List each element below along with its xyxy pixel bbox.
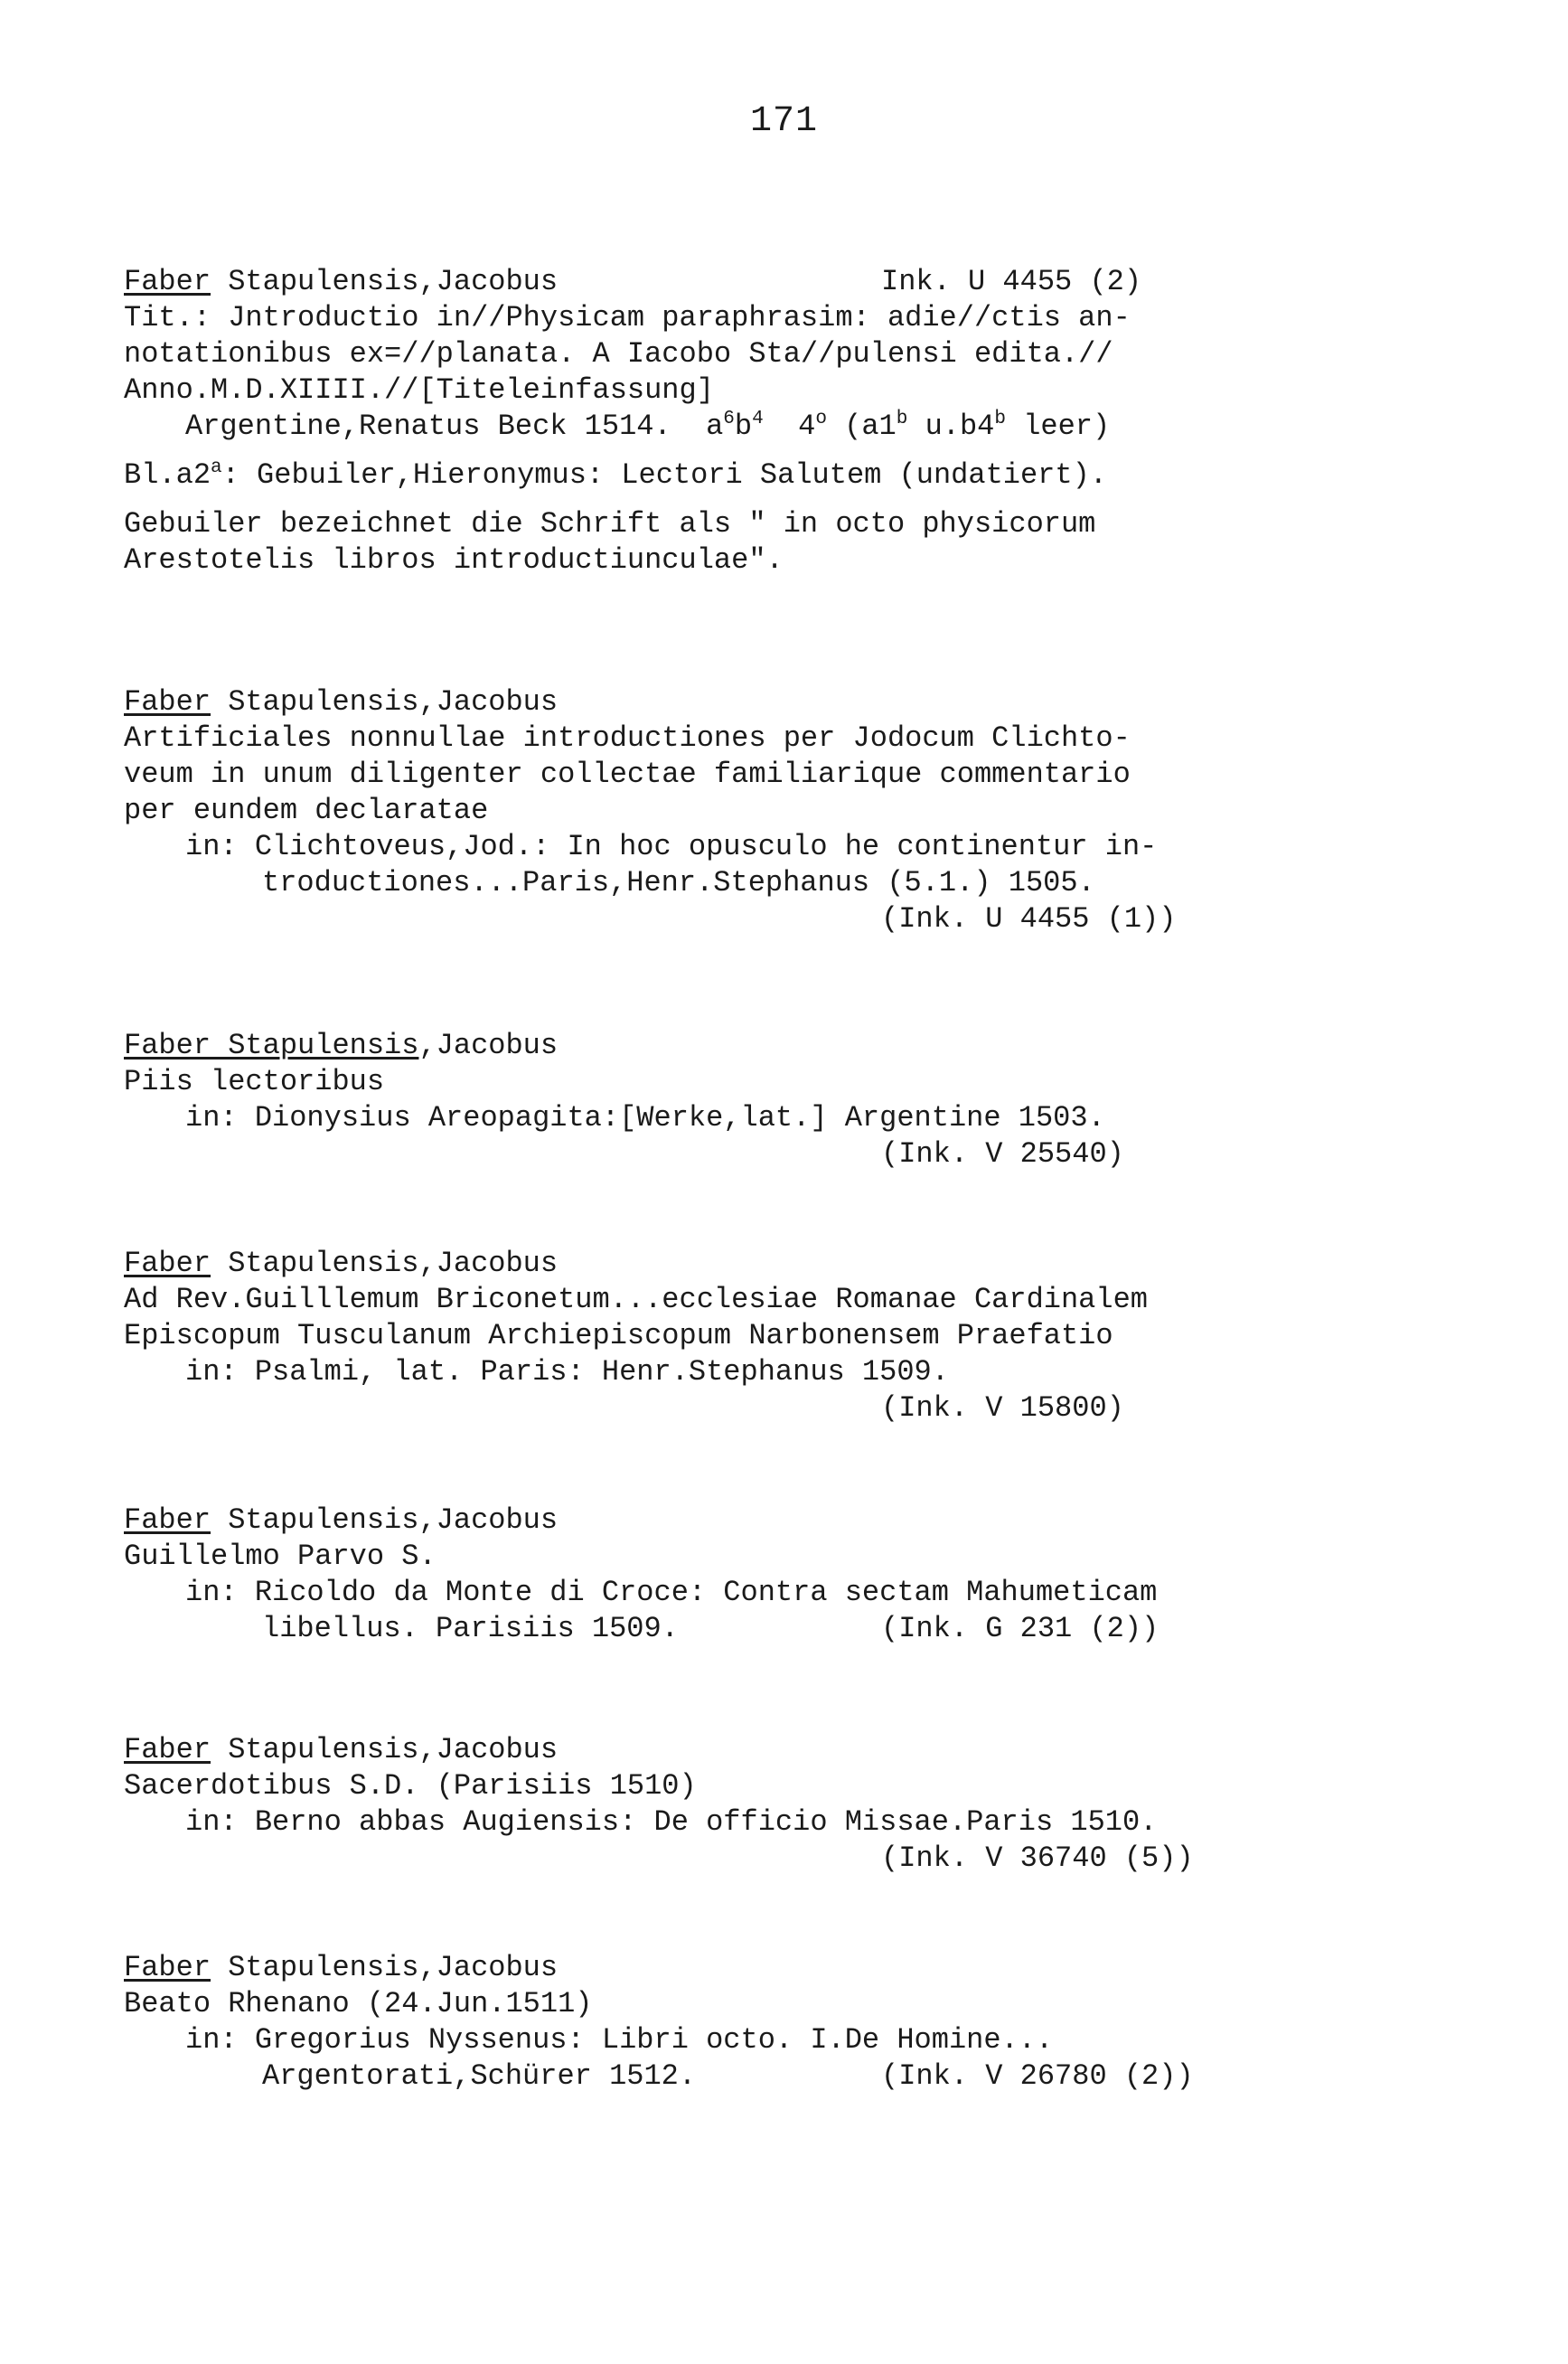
in-line: in: Dionysius Areopagita:[Werke,lat.] Argentine 1503.: [185, 1101, 1105, 1135]
leaf-note: Bl.a2$^a$: Gebuiler,Hieronymus: Lectori Salutem (undatiert).: [124, 457, 1107, 492]
title-line: Ad Rev.Guilllemum Briconetum...ecclesiae Romanae Cardinalem: [124, 1283, 1148, 1316]
in-line: in: Ricoldo da Monte di Croce: Contra sectam Mahumeticam: [185, 1576, 1158, 1609]
shelfmark-ref: (Ink. U 4455 (1)): [881, 902, 1177, 936]
catalog-entry: [124, 264, 1290, 579]
catalog-entry: [124, 684, 1290, 937]
catalog-entry: [124, 1950, 1290, 2095]
note-line: Arestotelis libros introductiunculae".: [124, 543, 784, 577]
in-continuation: libellus. Parisiis 1509. (Ink. G 231 (2)): [262, 1612, 1160, 1645]
author-surname: Faber: [124, 1951, 211, 1984]
title-line: Anno.M.D.XIIII.//[Titeleinfassung]: [124, 373, 714, 407]
title-line: veum in unum diligenter collectae familiarique commentario: [124, 758, 1131, 791]
entry-heading: [124, 1502, 1290, 1539]
author-rest: ,Jacobus: [418, 1029, 559, 1062]
in-line: in: Psalmi, lat. Paris: Henr.Stephanus 1509.: [185, 1355, 949, 1389]
shelfmark-ref: (Ink. V 25540): [881, 1137, 1124, 1171]
catalog-entry: [124, 1246, 1290, 1427]
author-surname: Faber Stapulensis: [124, 1029, 419, 1062]
author-rest: Stapulensis,Jacobus: [211, 265, 559, 298]
title-line: Sacerdotibus S.D. (Parisiis 1510): [124, 1769, 697, 1803]
in-continuation: troductiones...Paris,Henr.Stephanus (5.1.) 1505.: [262, 866, 1095, 899]
title-line: Artificiales nonnullae introductiones per Jodocum Clichto-: [124, 721, 1131, 755]
title-line: Beato Rhenano (24.Jun.1511): [124, 1987, 593, 2020]
author-surname: Faber: [124, 685, 211, 719]
imprint-line: Argentine,Renatus Beck 1514. $a^6b^4$ 4$^o$ (a1$^b$ u.b4$^b$ leer): [185, 409, 1111, 443]
author-surname: Faber: [124, 1247, 211, 1280]
author-rest: Stapulensis,Jacobus: [211, 1503, 559, 1537]
title-line: Tit.: Jntroductio in//Physicam paraphrasim: adie//ctis an-: [124, 301, 1131, 334]
author-rest: Stapulensis,Jacobus: [211, 685, 559, 719]
shelfmark-ref: (Ink. V 15800): [881, 1391, 1124, 1425]
shelfmark-ref: (Ink. V 26780 (2)): [881, 2059, 1194, 2093]
page-number: 171: [749, 101, 818, 142]
title-line: Guillelmo Parvo S.: [124, 1540, 437, 1573]
title-line: notationibus ex=//planata. A Iacobo Sta//pulensi edita.//: [124, 337, 1113, 371]
note-line: Gebuiler bezeichnet die Schrift als " in octo physicorum: [124, 507, 1096, 541]
in-line: in: Clichtoveus,Jod.: In hoc opusculo he continentur in-: [185, 830, 1158, 863]
in-line: in: Berno abbas Augiensis: De officio Missae.Paris 1510.: [185, 1805, 1158, 1839]
entry-heading: [124, 1028, 1290, 1064]
shelfmark-ref: (Ink. V 36740 (5)): [881, 1841, 1194, 1875]
catalog-entry: [124, 1502, 1290, 1647]
catalog-entry: [124, 1732, 1290, 1877]
author-surname: Faber: [124, 1503, 211, 1537]
entry-heading: [124, 1950, 1290, 1986]
entry-heading: [124, 684, 1290, 721]
title-line: per eundem declaratae: [124, 794, 489, 827]
title-line: Piis lectoribus: [124, 1065, 385, 1098]
author-surname: Faber: [124, 1733, 211, 1766]
author-surname: Faber: [124, 265, 211, 298]
entry-heading: [124, 1246, 1290, 1282]
shelfmark: Ink. U 4455 (2): [881, 265, 1142, 298]
entry-heading: [124, 1732, 1290, 1768]
entry-heading: [124, 264, 1290, 300]
author-rest: Stapulensis,Jacobus: [211, 1733, 559, 1766]
title-line: Episcopum Tusculanum Archiepiscopum Narbonensem Praefatio: [124, 1319, 1113, 1352]
author-rest: Stapulensis,Jacobus: [211, 1247, 559, 1280]
catalog-entry: [124, 1028, 1290, 1173]
in-continuation: Argentorati,Schürer 1512. (Ink. V 26780 (2)): [262, 2059, 1194, 2093]
shelfmark-ref: (Ink. G 231 (2)): [881, 1612, 1160, 1645]
author-rest: Stapulensis,Jacobus: [211, 1951, 559, 1984]
in-line: in: Gregorius Nyssenus: Libri octo. I.De Homine...: [185, 2023, 1054, 2057]
